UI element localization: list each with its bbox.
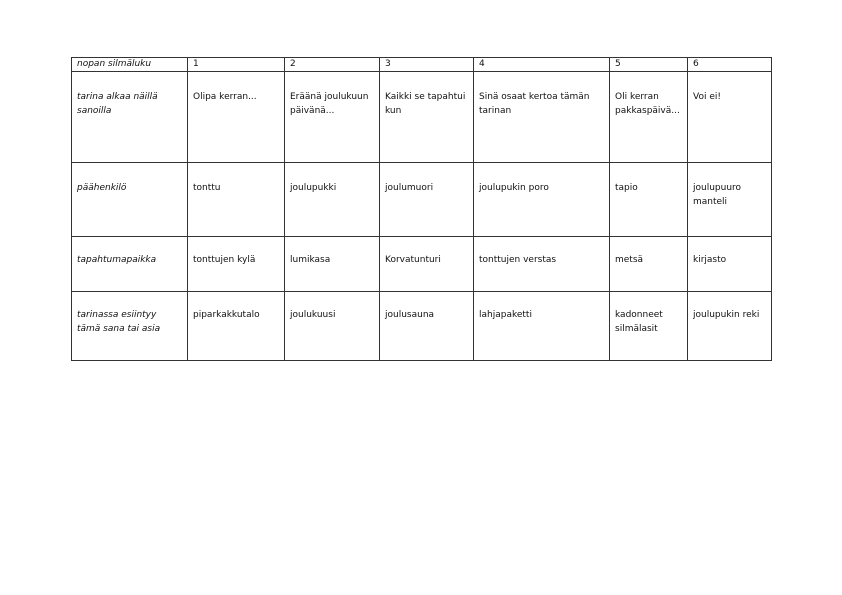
table-cell: Olipa kerran... xyxy=(188,72,285,163)
table-cell: Sinä osaat kertoa tämän tarinan xyxy=(474,72,610,163)
table-cell: Oli kerran pakkaspäivä... xyxy=(610,72,688,163)
table-cell: joulukuusi xyxy=(285,292,380,361)
table-cell: joulupukki xyxy=(285,163,380,237)
table-cell: joulusauna xyxy=(380,292,474,361)
table-cell: tonttujen kylä xyxy=(188,237,285,292)
row-label-location: tapahtumapaikka xyxy=(72,237,188,292)
story-dice-table xyxy=(71,57,772,361)
header-cell-1: 1 xyxy=(188,58,285,72)
table-cell: metsä xyxy=(610,237,688,292)
row-label-line-1: tarinassa esiintyy xyxy=(77,310,157,320)
table-cell: tonttu xyxy=(188,163,285,237)
table-cell: lahjapaketti xyxy=(474,292,610,361)
table-cell: Voi ei! xyxy=(688,72,772,163)
row-label-line-2: tämä sana tai asia xyxy=(77,324,161,334)
table-cell: joulupukin reki xyxy=(688,292,772,361)
header-cell-5: 5 xyxy=(610,58,688,72)
header-cell-3: 3 xyxy=(380,58,474,72)
table-row-featured-item xyxy=(72,292,772,361)
table-cell: joulupukin poro xyxy=(474,163,610,237)
table-cell: tapio xyxy=(610,163,688,237)
table-row-protagonist xyxy=(72,163,772,237)
table-cell: joulumuori xyxy=(380,163,474,237)
table-cell: kadonneet silmälasit xyxy=(610,292,688,361)
table-cell: Korvatunturi xyxy=(380,237,474,292)
header-cell-2: 2 xyxy=(285,58,380,72)
row-label-featured-item xyxy=(72,292,188,361)
table-cell: joulupuuro manteli xyxy=(688,163,772,237)
header-cell-6: 6 xyxy=(688,58,772,72)
header-cell-dice-roll: nopan silmäluku xyxy=(72,58,188,72)
row-label-protagonist: päähenkilö xyxy=(72,163,188,237)
table-row-opening xyxy=(72,72,772,163)
table-cell: Eräänä joulukuun päivänä... xyxy=(285,72,380,163)
table-cell: kirjasto xyxy=(688,237,772,292)
header-cell-4: 4 xyxy=(474,58,610,72)
table-header-row xyxy=(72,58,772,72)
table-cell: piparkakkutalo xyxy=(188,292,285,361)
table-row-location xyxy=(72,237,772,292)
table-cell: tonttujen verstas xyxy=(474,237,610,292)
row-label-opening: tarina alkaa näillä sanoilla xyxy=(72,72,188,163)
table-cell: Kaikki se tapahtui kun xyxy=(380,72,474,163)
table-cell: lumikasa xyxy=(285,237,380,292)
